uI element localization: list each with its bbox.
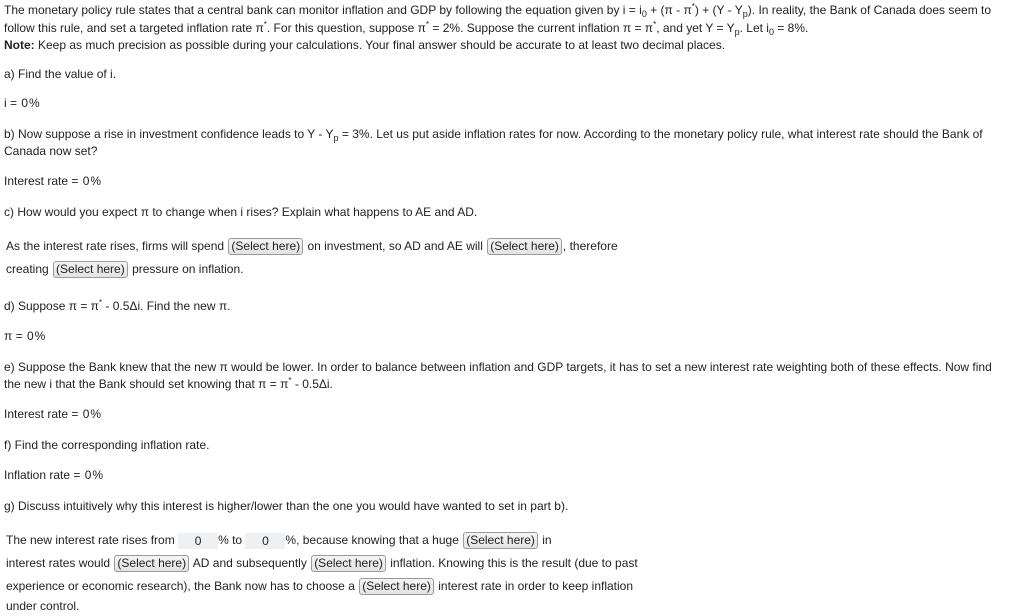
answer-label: i =: [4, 96, 21, 110]
percent-sign: %: [34, 329, 46, 343]
intro-text: = 8%.: [774, 21, 809, 35]
superscript: *: [691, 2, 695, 11]
answer-text: , therefore: [562, 239, 618, 253]
intro-text: The monetary policy rule states that a central bank can monitor inflation and GDP by following the equation given by i = i: [4, 3, 642, 17]
answer-label: Interest rate =: [4, 174, 82, 188]
superscript: *: [263, 20, 267, 29]
answer-d: [4, 329, 45, 344]
superscript: *: [653, 20, 657, 29]
answer-text: in: [538, 533, 552, 547]
intro-text: follow this rule, and set a targeted inflation rate π: [4, 21, 264, 35]
question-text: d) Suppose π = π: [4, 299, 99, 313]
question-f: f) Find the corresponding inflation rate.: [4, 438, 210, 452]
intro-text: ). In reality, the Bank of Canada does seem to: [747, 3, 992, 17]
superscript: *: [98, 298, 103, 307]
answer-label: Interest rate =: [4, 407, 82, 421]
note-text: Keep as much precision as possible during your calculations. Your final answer should be accurate to at least two decimal places.: [34, 38, 726, 52]
answer-text: inflation. Knowing this is the result (due to past: [386, 556, 638, 570]
answer-text: interest rates would: [6, 556, 114, 570]
question-text: b) Now suppose a rise in investment confidence leads to Y - Y: [4, 127, 334, 141]
answer-text: interest rate in order to keep inflation: [434, 579, 634, 593]
select-dropdown-g3[interactable]: (Select here): [311, 555, 386, 572]
answer-g-line-2: [6, 555, 638, 572]
answer-text: creating: [6, 262, 53, 276]
subscript: 0: [641, 9, 647, 19]
intro-text: . For this question, suppose π: [266, 21, 426, 35]
intro-text: + (π - π: [646, 3, 692, 17]
intro-line-1: [4, 3, 991, 18]
intro-text: ) + (Y - Y: [694, 3, 743, 17]
answer-text: As the interest rate rises, firms will spend: [6, 239, 228, 253]
note-label: Note:: [4, 38, 35, 52]
question-g: g) Discuss intuitively why this interest is higher/lower than the one you would have wanted to set in part b).: [4, 499, 569, 513]
answer-text: The new interest rate rises from: [6, 533, 179, 547]
answer-text: on investment, so AD and AE will: [304, 239, 487, 253]
question-b-line-2: Canada now set?: [4, 144, 98, 158]
intro-text: . Let i: [739, 21, 769, 35]
superscript: *: [425, 20, 430, 29]
subscript: p: [333, 133, 339, 143]
answer-c-line-1: [6, 238, 618, 255]
intro-text: = 2%. Suppose the current inflation π = π: [429, 21, 654, 35]
percent-sign: %: [90, 407, 102, 421]
question-text: - 0.5Δi.: [291, 377, 333, 391]
percent-sign: %: [90, 174, 102, 188]
answer-f-input[interactable]: 0: [84, 468, 92, 482]
intro-line-2: [4, 21, 808, 36]
answer-b-input[interactable]: 0: [82, 174, 90, 188]
question-e-line-2: [4, 377, 333, 392]
question-b-line-1: [4, 127, 983, 142]
answer-label: Inflation rate =: [4, 468, 84, 482]
select-dropdown-c1[interactable]: (Select here): [228, 238, 303, 255]
answer-label: π =: [4, 329, 26, 343]
percent-sign: %: [92, 468, 104, 482]
subscript: 0: [768, 27, 774, 37]
answer-text: experience or economic research), the Bank now has to choose a: [6, 579, 359, 593]
superscript: *: [288, 376, 292, 385]
question-text: - 0.5Δi. Find the new π.: [102, 299, 231, 313]
answer-text: %, because knowing that a huge: [285, 533, 463, 547]
question-e-line-1: e) Suppose the Bank knew that the new π would be lower. In order to balance between inflation and GDP targets, it has to set a new interest rate weighting both of these effects. Now find: [4, 360, 992, 374]
answer-text: % to: [218, 533, 246, 547]
question-a: a) Find the value of i.: [4, 67, 117, 81]
answer-e: [4, 407, 101, 422]
answer-text: pressure on inflation.: [128, 262, 244, 276]
select-dropdown-c3[interactable]: (Select here): [53, 261, 128, 278]
select-dropdown-g2[interactable]: (Select here): [114, 555, 189, 572]
question-d: [4, 299, 230, 314]
answer-g-line-3: [6, 578, 633, 595]
rate-from-input[interactable]: 0: [178, 533, 218, 549]
answer-text: AD and subsequently: [190, 556, 311, 570]
question-c: c) How would you expect π to change when i rises? Explain what happens to AE and AD.: [4, 205, 478, 219]
question-text: = 3%. Let us put aside inflation rates for now. According to the monetary policy rule, what interest rate should the Bank of: [338, 127, 983, 141]
answer-a-input[interactable]: 0: [21, 96, 29, 110]
answer-f: [4, 468, 103, 483]
select-dropdown-c2[interactable]: (Select here): [487, 238, 562, 255]
select-dropdown-g4[interactable]: (Select here): [359, 578, 434, 595]
rate-to-input[interactable]: 0: [245, 533, 285, 549]
answer-d-input[interactable]: 0: [26, 329, 34, 343]
answer-e-input[interactable]: 0: [82, 407, 90, 421]
answer-a: [4, 96, 40, 111]
select-dropdown-g1[interactable]: (Select here): [463, 532, 538, 549]
note: [4, 38, 725, 53]
answer-c-line-2: [6, 261, 243, 278]
question-text: the new i that the Bank should set knowing that π = π: [4, 377, 289, 391]
answer-g-line-1: [6, 532, 552, 549]
intro-text: , and yet Y = Y: [656, 21, 735, 35]
subscript: p: [734, 27, 740, 37]
answer-b: [4, 174, 101, 189]
subscript: p: [742, 9, 748, 19]
percent-sign: %: [29, 96, 40, 110]
answer-g-line-4: under control.: [6, 599, 80, 613]
